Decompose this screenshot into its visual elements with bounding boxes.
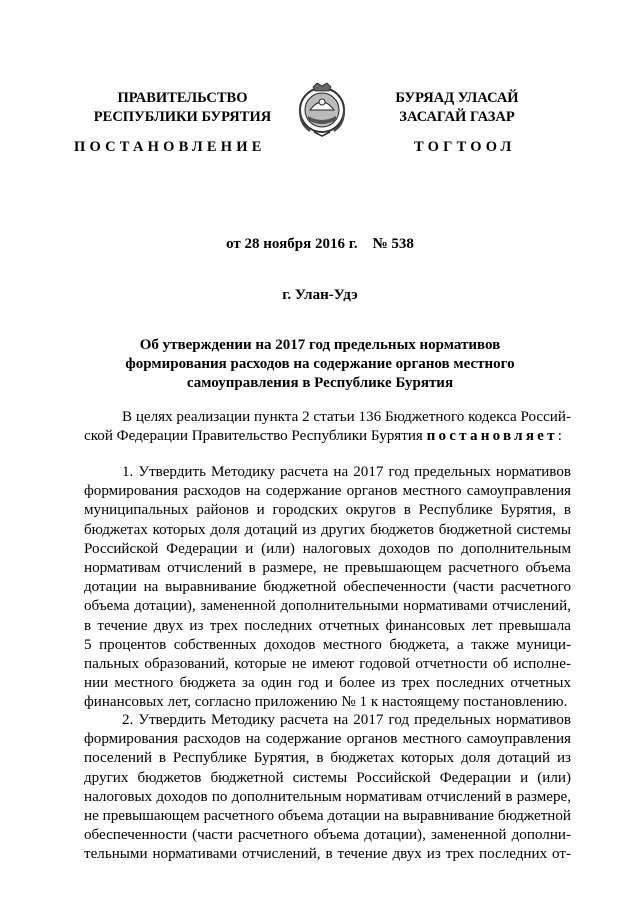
item2-line: формирования расходов на содержание органов местного самоуправления [84,731,571,748]
issuer-right [367,89,547,127]
item2-line: поселений в Республике Бурятия, в бюджетах которых доля дотаций из [84,750,571,767]
item2-line: других бюджетов бюджетной системы Российской Федерации и (или) [84,769,571,786]
coat-of-arms-icon [296,80,348,138]
title-line3: самоуправления в Республике Бурятия [186,375,454,391]
resolves-word: постановляет [426,428,558,445]
item2-line: не превышающем расчетного объема дотации на выравнивание бюджетной [84,808,571,825]
document-title [110,336,530,393]
item1-line: 5 процентов собственных доходов местного бюджета, а также муници- [84,636,571,653]
doctype-left: ПОСТАНОВЛЕНИЕ [74,139,266,155]
item1-line: пальных образований, которые не имеют годовой отчетности об исполне- [84,656,571,673]
item2-line: тельными нормативами отчислений, в течение двух из трех последних от- [84,846,571,863]
item1-line: муниципальных районов и городских округов в Республике Бурятия, в [84,502,571,519]
date-number: от 28 ноября 2016 г. № 538 [226,236,414,252]
issuer-left-line1: ПРАВИТЕЛЬСТВО [117,90,248,106]
preamble-line2-text: ской Федерации Правительство Республики Бурятия [84,428,427,445]
item1-line: нормативам отчислений в размере, не превышающем расчетного объема [84,560,571,577]
title-line2: формирования расходов на содержание органов местного [125,356,515,372]
doctype-right: ТОГТООЛ [414,139,516,155]
issuer-right-line2: ЗАСАГАЙ ГАЗАР [399,109,515,125]
item2-line: налоговых доходов по дополнительным нормативам отчислений в размере, [84,788,571,805]
item1-line: в течение двух из трех последних отчетных финансовых лет превышала [84,617,571,634]
item1-line: 1. Утвердить Методику расчета на 2017 год предельных нормативов [122,464,571,480]
preamble-line1: В целях реализации пункта 2 статьи 136 Бюджетного кодекса Россий- [122,409,571,425]
item1-line: финансовых лет, согласно приложению № 1 к настоящему постановлению. [84,694,568,711]
item1-line: дотации на выравнивание бюджетной обеспеченности (части расчетного [84,579,571,596]
item1-line: объема дотации), замененной дополнительными нормативами отчислений, [84,598,571,615]
preamble [84,408,571,446]
city: г. Улан-Удэ [282,287,358,303]
preamble-colon: : [557,428,562,445]
issuer-left-line2: РЕСПУБЛИКИ БУРЯТИЯ [93,109,272,125]
item1-line: бюджетах которых доля дотаций из других бюджетов бюджетной системы [84,521,571,538]
item-2 [84,711,571,865]
item1-line: формирования расходов на содержание органов местного самоуправления [84,483,571,500]
preamble-line2 [84,427,571,446]
issuer-right-line1: БУРЯАД УЛАСАЙ [395,90,519,106]
item1-line: нии местного бюджета за один год и более из трех последних отчетных [84,675,571,692]
item2-line: обеспеченности (части расчетного объема дотации), замененной дополни- [84,827,571,844]
item2-line: 2. Утвердить Методику расчета на 2017 год предельных нормативов [122,712,571,728]
item-1 [84,463,571,713]
item1-line: Российской Федерации и (или) налоговых доходов по дополнительным [84,540,571,557]
title-line1: Об утверждении на 2017 год предельных нормативов [139,337,501,353]
issuer-left [90,89,275,127]
